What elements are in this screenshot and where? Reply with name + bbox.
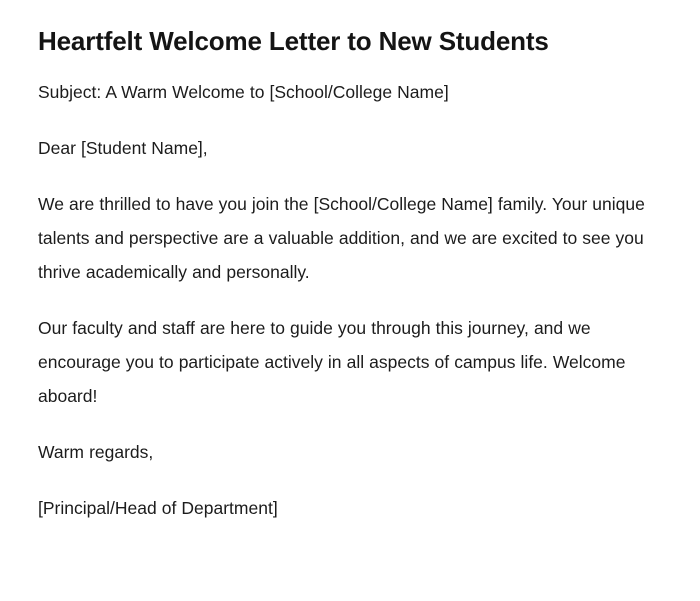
subject-line: Subject: A Warm Welcome to [School/College Name] [38, 82, 449, 102]
body-paragraph-1: We are thrilled to have you join the [School/College Name] family. Your unique talents and perspective are a valuable addition, and we are excited to see you thrive academically and personally. [38, 194, 645, 282]
salutation: Dear [Student Name], [38, 138, 208, 158]
signature: [Principal/Head of Department] [38, 498, 278, 518]
body-paragraph-2: Our faculty and staff are here to guide you through this journey, and we encourage you to participate actively in all aspects of campus life. Welcome aboard! [38, 318, 626, 406]
closing: Warm regards, [38, 442, 154, 462]
letter-body [38, 75, 662, 525]
page-title: Heartfelt Welcome Letter to New Students [38, 26, 549, 56]
